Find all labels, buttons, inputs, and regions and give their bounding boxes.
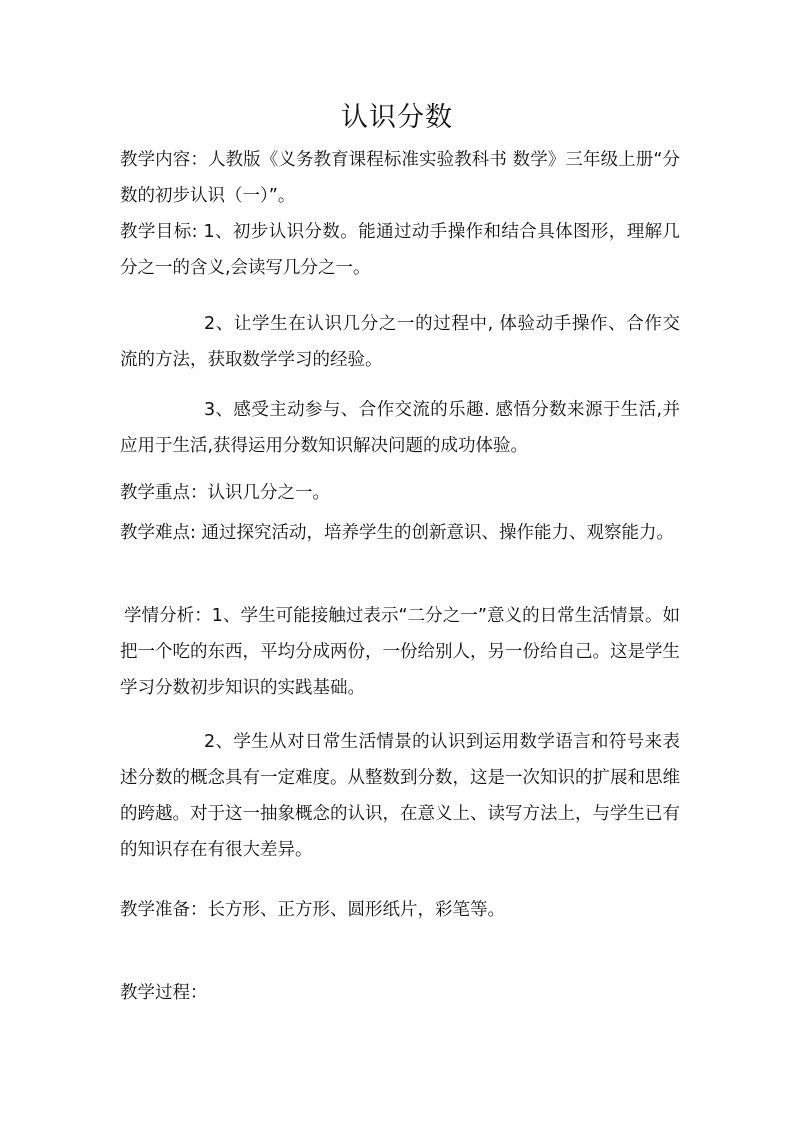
paragraph-teaching-difficulty: 教学难点: 通过探究活动，培养学生的创新意识、操作能力、观察能力。 — [120, 523, 674, 543]
paragraph-teaching-focus: 教学重点：认识几分之一。 — [120, 483, 330, 503]
paragraph-learning-analysis-2: 2、学生从对日常生活情景的认识到运用数学语言和符号来表述分数的概念具有一定难度。从整数到分数，这是一次知识的扩展和思维的跨越。对于这一抽象概念的认识，在意义上、读写方法上，与学生已有的知识存在有很大差异。 — [120, 732, 680, 860]
paragraph-teaching-goal-3: 3、感受主动参与、合作交流的乐趣. 感悟分数来源于生活,并应用于生活,获得运用分数知识解决问题的成功体验。 — [120, 400, 680, 456]
paragraph-teaching-goal-1: 教学目标: 1、初步认识分数。能通过动手操作和结合具体图形，理解几分之一的含义,会读写几分之一。 — [120, 222, 680, 278]
paragraph-teaching-content: 教学内容：人教版《义务教育课程标准实验教科书 数学》三年级上册“分数的初步认识（一）”。 — [120, 150, 680, 206]
paragraph-teaching-preparation: 教学准备：长方形、正方形、圆形纸片，彩笔等。 — [120, 900, 505, 920]
paragraph-teaching-goal-2: 2、让学生在认识几分之一的过程中, 体验动手操作、合作交流的方法，获取数学学习的经验。 — [120, 314, 680, 370]
document-title: 认识分数 — [341, 102, 453, 133]
paragraph-teaching-process: 教学过程： — [120, 983, 208, 1003]
paragraph-learning-analysis-1: 学情分析：1、学生可能接触过表示“二分之一”意义的日常生活情景。如把一个吃的东西，平均分成两份，一份给别人，另一份给自己。这是学生学习分数初步知识的实践基础。 — [120, 606, 680, 698]
